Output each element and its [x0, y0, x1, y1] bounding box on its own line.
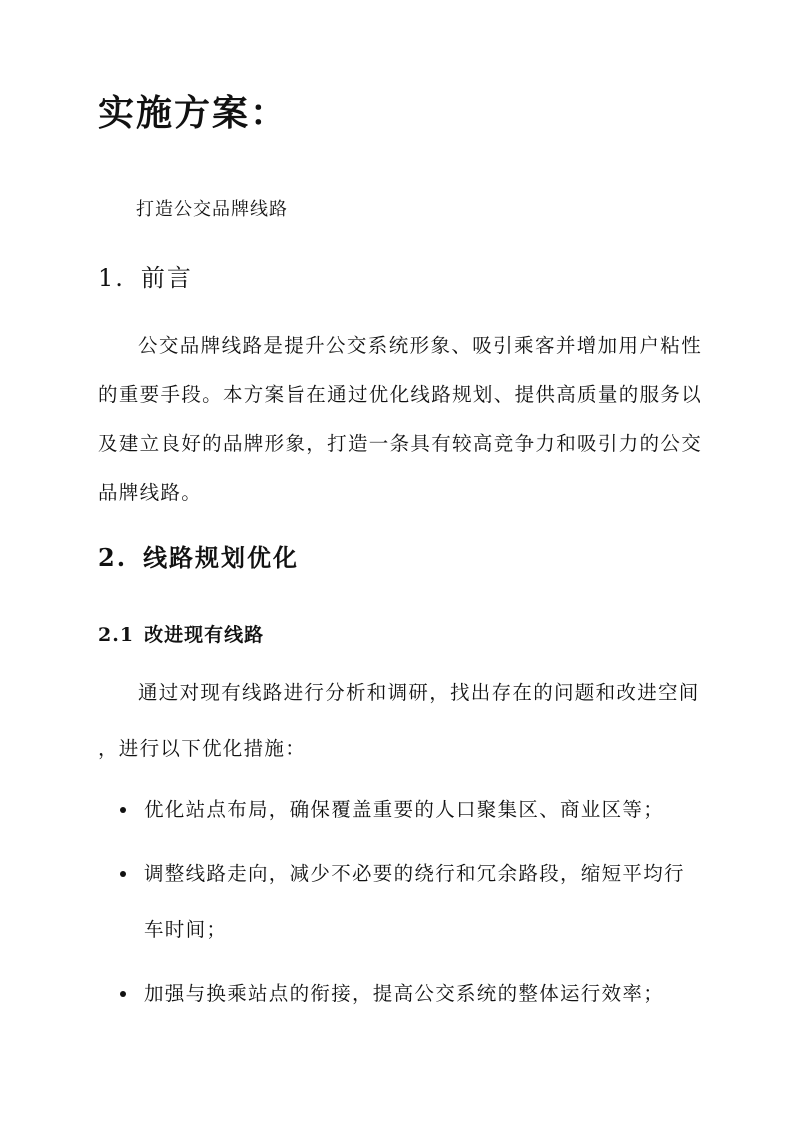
list-item-text: 加强与换乘站点的衔接，提高公交系统的整体运行效率； [144, 982, 665, 1005]
bullet-icon [120, 807, 126, 813]
list-item [98, 782, 702, 838]
bullet-icon [120, 871, 126, 877]
list-item-text: 优化站点布局，确保覆盖重要的人口聚集区、商业区等； [144, 798, 665, 821]
improve-routes-intro [98, 665, 702, 777]
intro-line: 通过对现有线路进行分析和调研，找出存在的问题和改进空间 [138, 681, 700, 704]
document-subtitle: 打造公交品牌线路 [136, 199, 288, 220]
section-heading-preface [98, 258, 193, 293]
section-number: 2. [98, 543, 128, 572]
list-item-text: 调整线路走向，减少不必要的绕行和冗余路段，缩短平均行车时间； [144, 862, 685, 941]
optimization-measures-list [98, 782, 702, 1030]
section-number: 1. [98, 264, 125, 292]
preface-paragraph: 公交品牌线路是提升公交系统形象、吸引乘客并增加用户粘性的重要手段。本方案旨在通过优化线路规划、提供高质量的服务以及建立良好的品牌形象，打造一条具有较高竞争力和吸引力的公交品牌线路。 [98, 334, 702, 504]
intro-line: ，进行以下优化措施： [98, 737, 307, 760]
section-heading-route-planning [98, 538, 299, 573]
subsection-number: 2.1 [98, 624, 135, 646]
bullet-icon [120, 991, 126, 997]
document-title: 实施方案： [98, 92, 289, 134]
list-item [98, 966, 702, 1022]
subsection-title: 改进现有线路 [144, 624, 265, 646]
list-item [98, 846, 702, 958]
section-title: 前言 [140, 264, 193, 292]
section-title: 线路规划优化 [143, 543, 300, 572]
subsection-heading-improve-routes [98, 620, 264, 647]
